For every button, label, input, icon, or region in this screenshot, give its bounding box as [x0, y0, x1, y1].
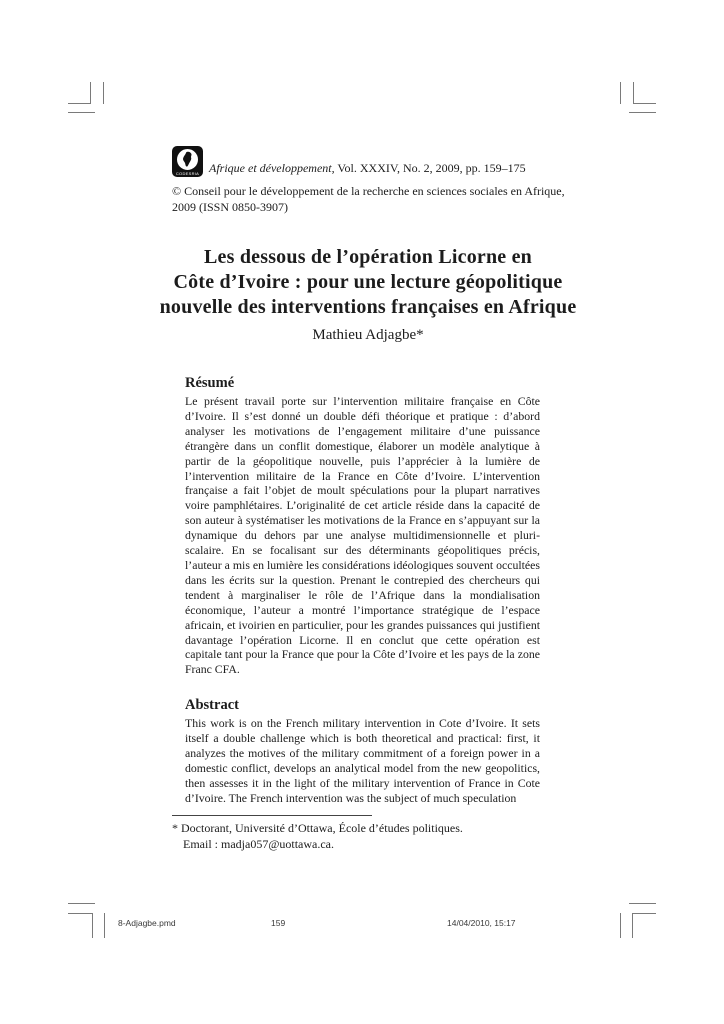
crop-mark [620, 82, 621, 104]
author-footnote [172, 820, 552, 852]
crop-mark [68, 903, 95, 904]
article-title [120, 245, 616, 320]
footnote-divider [172, 815, 372, 816]
footnote-affiliation: * Doctorant, Université d’Ottawa, École d’études politiques. [172, 821, 463, 835]
journal-volume-info: Vol. XXXIV, No. 2, 2009, pp. 159–175 [334, 161, 526, 175]
crop-mark [68, 112, 95, 113]
author-name: Mathieu Adjagbe* [312, 327, 424, 343]
copyright-notice [172, 184, 572, 215]
journal-reference [209, 161, 526, 176]
journal-title: Afrique et développement, [209, 161, 335, 175]
crop-mark [90, 82, 91, 104]
resume-heading: Résumé [185, 375, 235, 391]
footer-filename: 8-Adjagbe.pmd [118, 918, 176, 928]
codesria-logo-label: CODESRIA [175, 171, 200, 176]
copyright-line2: 2009 (ISSN 0850-3907) [172, 199, 288, 214]
crop-mark [632, 913, 656, 914]
crop-mark [629, 903, 656, 904]
article-title-line1: Les dessous de l’opération Licorne en [204, 246, 532, 268]
resume-body: Le présent travail porte sur l’intervention militaire française en Côte d’Ivoire. Il s’est donné un double défi théorique et pratique : d’abord analyser les motivations de l’engagement militaire d’une puissance étrangère dans un conflit domestique, élaborer un modèle analytique à partir de la géopolitique nouvelle, puis l’apprécier à la lumière de l’intervention militaire de la France en Côte d’Ivoire. L’intervention française a fait l’objet de moult spéculations pour la plupart narratives voire pamphlétaires. L’originalité de cet article réside dans la capacité de son auteur à systématiser les motivations de la France en s’appuyant sur la dynamique du dehors par une analyse multidimensionnelle et pluri-scalaire. En se focalisant sur des déterminants géopolitiques précis, l’auteur a mis en lumière les considérations idéologiques souvent occultées dans les écrits sur la question. Prenant le contrepied des chercheurs qui tendent à marginaliser le rôle de l’Afrique dans la mondialisation économique, l’auteur a montré l’importance stratégique de l’espace africain, et ivoirien en particulier, pour les grandes puissances qui justifient davantage l’opération Licorne. Il en conclut que cette opération est capitale tant pour la France que pour la Côte d’Ivoire et les pays de la zone Franc CFA. [185, 394, 540, 677]
crop-mark [68, 103, 91, 104]
article-title-line2: Côte d’Ivoire : pour une lecture géopolitique [173, 271, 563, 293]
footer-timestamp: 14/04/2010, 15:17 [447, 918, 516, 928]
abstract-heading: Abstract [185, 697, 239, 713]
footnote-email: Email : madja057@uottawa.ca. [183, 837, 335, 851]
running-footer [0, 918, 724, 930]
crop-mark [633, 103, 656, 104]
footer-page-number: 159 [271, 918, 286, 928]
crop-mark [629, 112, 656, 113]
africa-globe-icon [176, 148, 199, 171]
crop-mark [103, 82, 104, 104]
codesria-logo [172, 146, 203, 177]
abstract-body: This work is on the French military intervention in Cote d’Ivoire. It sets itself a double challenge which is both theoretical and practical: first, it analyzes the motives of the military commitment of a foreign power in a domestic conflict, develops an analytical model from the new geopolitics, then assesses it in the light of the military intervention of France in Cote d’Ivoire. The French intervention was the subject of much speculation [185, 716, 540, 805]
article-title-line3: nouvelle des interventions françaises en Afrique [159, 296, 577, 318]
crop-mark [68, 913, 92, 914]
copyright-line1: © Conseil pour le développement de la recherche en sciences sociales en Afrique, [172, 184, 565, 198]
crop-mark [633, 82, 634, 104]
